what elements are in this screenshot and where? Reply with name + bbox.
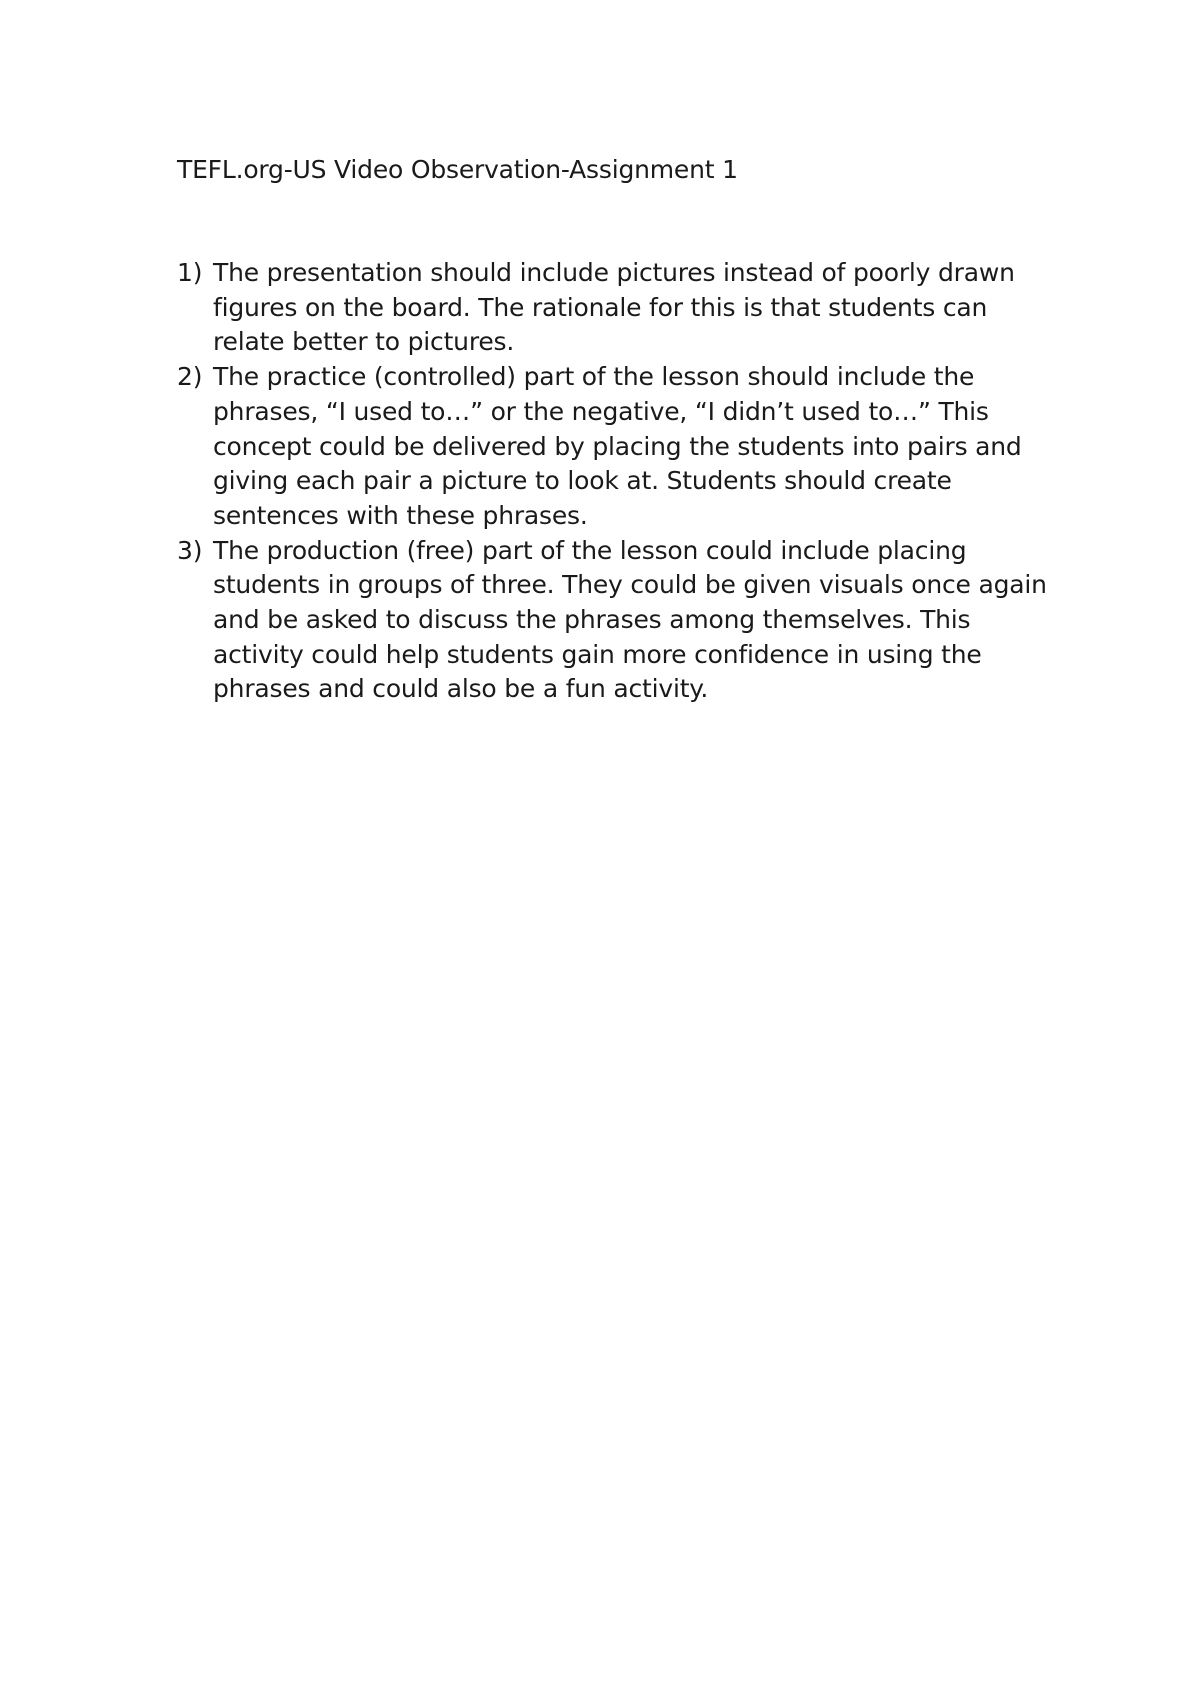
list-item-number: 1)	[177, 258, 203, 287]
list-item	[177, 360, 1062, 534]
list-item-number: 3)	[177, 535, 203, 565]
list-item-text: The production (free) part of the lesson could include placing students in groups of three. They could be given visuals once again and be asked to discuss the phrases among themselves. This activity could help students gain more confidence in using the phrases and could also be a fun activity.	[213, 535, 1047, 704]
numbered-list	[177, 256, 1062, 707]
list-item	[177, 534, 1062, 708]
document-title: TEFL.org-US Video Observation-Assignment 1	[177, 155, 738, 184]
list-item-number: 2)	[177, 362, 203, 392]
list-item	[177, 256, 1062, 360]
list-item-text: The practice (controlled) part of the lesson should include the phrases, “I used to…” or the negative, “I didn’t used to…” This concept could be delivered by placing the students into pairs and giving each pair a picture to look at. Students should create sentences with these phrases.	[213, 362, 1022, 530]
list-item-text: The presentation should include pictures instead of poorly drawn figures on the board. The rationale for this is that students can relate better to pictures.	[213, 258, 1015, 357]
